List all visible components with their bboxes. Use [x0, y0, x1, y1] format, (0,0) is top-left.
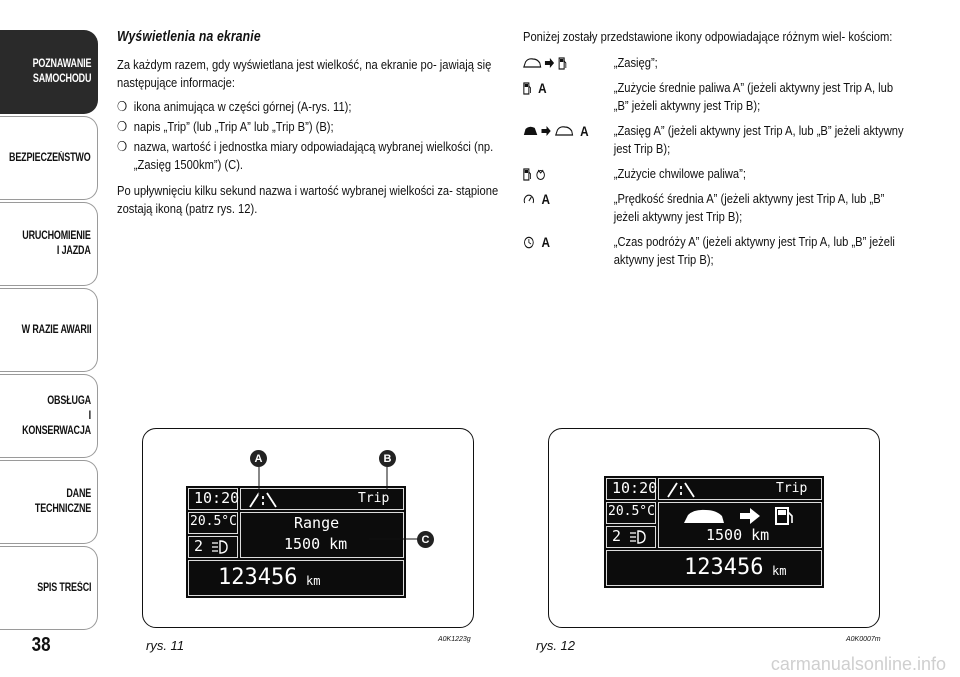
- tab-label: OBSŁUGA I KONSERWACJA: [22, 394, 92, 437]
- lcd-odometer: 123456: [684, 555, 764, 580]
- list-item: [117, 138, 499, 174]
- list-item: [523, 190, 909, 226]
- page-number: 38: [31, 634, 51, 656]
- lcd-odometer: 123456: [218, 565, 298, 590]
- arrow-icon: [545, 57, 555, 69]
- tab-dane-techniczne[interactable]: [0, 460, 98, 544]
- lcd-time: 10:20: [612, 479, 658, 497]
- road-animation-icon: [666, 482, 696, 498]
- lcd-gear: 2: [612, 527, 622, 545]
- section-heading: Wyświetlenia na ekranie: [117, 29, 261, 45]
- right-column: [523, 28, 909, 276]
- bullet-icon: ❍: [117, 139, 128, 154]
- tab-label: POZNAWANIE SAMOCHODU: [32, 58, 91, 85]
- icon-group: [523, 54, 614, 72]
- engine-icon: [535, 168, 547, 181]
- callout-b: B: [379, 450, 396, 467]
- headlight-icon: [628, 529, 648, 545]
- tab-bezpieczenstwo[interactable]: [0, 116, 98, 200]
- callout-lines: [143, 429, 475, 629]
- figure-12: [548, 428, 880, 628]
- trip-letter: A: [580, 123, 589, 139]
- fuel-pump-icon: [523, 82, 531, 95]
- bullet-text: napis „Trip” (lub „Trip A” lub „Trip B”) (B);: [133, 119, 334, 134]
- icon-description: „Zasięg”;: [613, 55, 658, 70]
- bullet-text: ikona animująca w części górnej (A-rys. 11);: [133, 99, 352, 114]
- range-icon-group: [682, 506, 808, 526]
- figure-11-code: A0K1223g: [438, 636, 471, 643]
- trip-letter: A: [541, 191, 550, 207]
- outro-paragraph: Po upływnięciu kilku sekund nazwa i wartość wybranej wielkości za- stąpione zostają ikoną (patrz rys. 12).: [117, 183, 499, 216]
- icons-intro: Poniżej zostały przedstawione ikony odpowiadające różnym wiel- kościom:: [523, 29, 893, 44]
- lcd-display: [604, 476, 824, 588]
- car-front-icon: [523, 125, 538, 137]
- lcd-odometer-unit: km: [772, 564, 787, 578]
- icon-group: [523, 122, 614, 140]
- icon-description: „Zasięg A” (jeżeli aktywny jest Trip A, lub „B” jeżeli aktywny jest Trip B);: [613, 123, 904, 156]
- tab-obsluga-i-konserwacja[interactable]: [0, 374, 98, 458]
- intro-paragraph: Za każdym razem, gdy wyświetlana jest wielkość, na ekranie po- jawiają się następujące informacje:: [117, 57, 492, 90]
- arrow-icon: [740, 508, 760, 524]
- list-item: [117, 98, 499, 116]
- lcd-temp: 20.5°C: [608, 504, 655, 519]
- lcd-trip: Trip: [776, 481, 808, 496]
- list-item: [523, 54, 909, 72]
- tab-label: DANE TECHNICZNE: [34, 488, 91, 515]
- list-item: [523, 122, 909, 158]
- callout-a: A: [250, 450, 267, 467]
- icon-description: „Zużycie średnie paliwa A” (jeżeli aktywny jest Trip A, lub „B” jeżeli aktywny jest Trip B);: [613, 80, 894, 113]
- callout-c: C: [417, 531, 434, 548]
- figure-11-caption: rys. 11: [146, 638, 185, 653]
- tab-spis-tresci[interactable]: [0, 546, 98, 630]
- tab-label: W RAZIE AWARII: [21, 323, 91, 336]
- icon-group: [523, 233, 614, 251]
- speedometer-icon: [523, 193, 535, 206]
- arrow-icon: [541, 125, 551, 137]
- watermark: carmanualsonline.info: [770, 654, 946, 674]
- icon-description: „Prędkość średnia A” (jeżeli aktywny jest Trip A, lub „B” jeżeli aktywny jest Trip B);: [613, 191, 885, 224]
- lcd-temp: 20.5°C: [190, 514, 237, 529]
- lcd-odometer-unit: km: [306, 574, 321, 588]
- lcd-quantity-value: 1500 km: [706, 526, 770, 544]
- trip-letter: A: [538, 80, 547, 96]
- car-icon: [684, 510, 724, 523]
- trip-letter: A: [541, 234, 550, 250]
- bullet-icon: ❍: [117, 119, 128, 134]
- icon-group: [523, 79, 614, 97]
- car-icon: [555, 125, 573, 137]
- tab-label: SPIS TREŚCI: [36, 581, 91, 594]
- car-icon: [523, 57, 541, 69]
- list-item: [117, 118, 499, 136]
- icon-group: [523, 165, 614, 183]
- tab-label: BEZPIECZEŃSTWO: [9, 151, 91, 164]
- tab-poznawanie-samochodu[interactable]: [0, 30, 98, 114]
- icon-description: „Czas podróży A” (jeżeli aktywny jest Trip A, lub „B” jeżeli aktywny jest Trip B);: [613, 234, 895, 267]
- figure-12-caption: rys. 12: [536, 638, 576, 653]
- list-item: [523, 233, 909, 269]
- icon-description: „Zużycie chwilowe paliwa”;: [613, 166, 746, 181]
- left-column: [117, 28, 499, 224]
- lcd-quantity-value: 1500 km: [284, 535, 348, 553]
- figure-11: [142, 428, 474, 628]
- bullet-icon: ❍: [117, 99, 128, 114]
- icon-group: [523, 190, 614, 208]
- tab-uruchomienie-i-jazda[interactable]: [0, 202, 98, 286]
- lcd-quantity-name: Range: [294, 514, 340, 532]
- list-item: [523, 79, 909, 115]
- tab-w-razie-awarii[interactable]: [0, 288, 98, 372]
- clock-icon: [523, 236, 535, 249]
- bullet-text: nazwa, wartość i jednostka miary odpowiadającą wybranej wielkości (np. „Zasięg 1500km”) (C).: [133, 139, 494, 172]
- fuel-pump-icon: [558, 57, 566, 70]
- list-item: [523, 165, 909, 183]
- figure-12-code: A0K0007m: [846, 636, 881, 643]
- lcd-time: 10:20: [194, 489, 240, 507]
- tab-label: URUCHOMIENIE I JAZDA: [22, 230, 91, 257]
- fuel-pump-icon: [523, 168, 531, 181]
- lcd-gear: 2: [194, 537, 204, 555]
- lcd-trip: Trip: [358, 491, 390, 506]
